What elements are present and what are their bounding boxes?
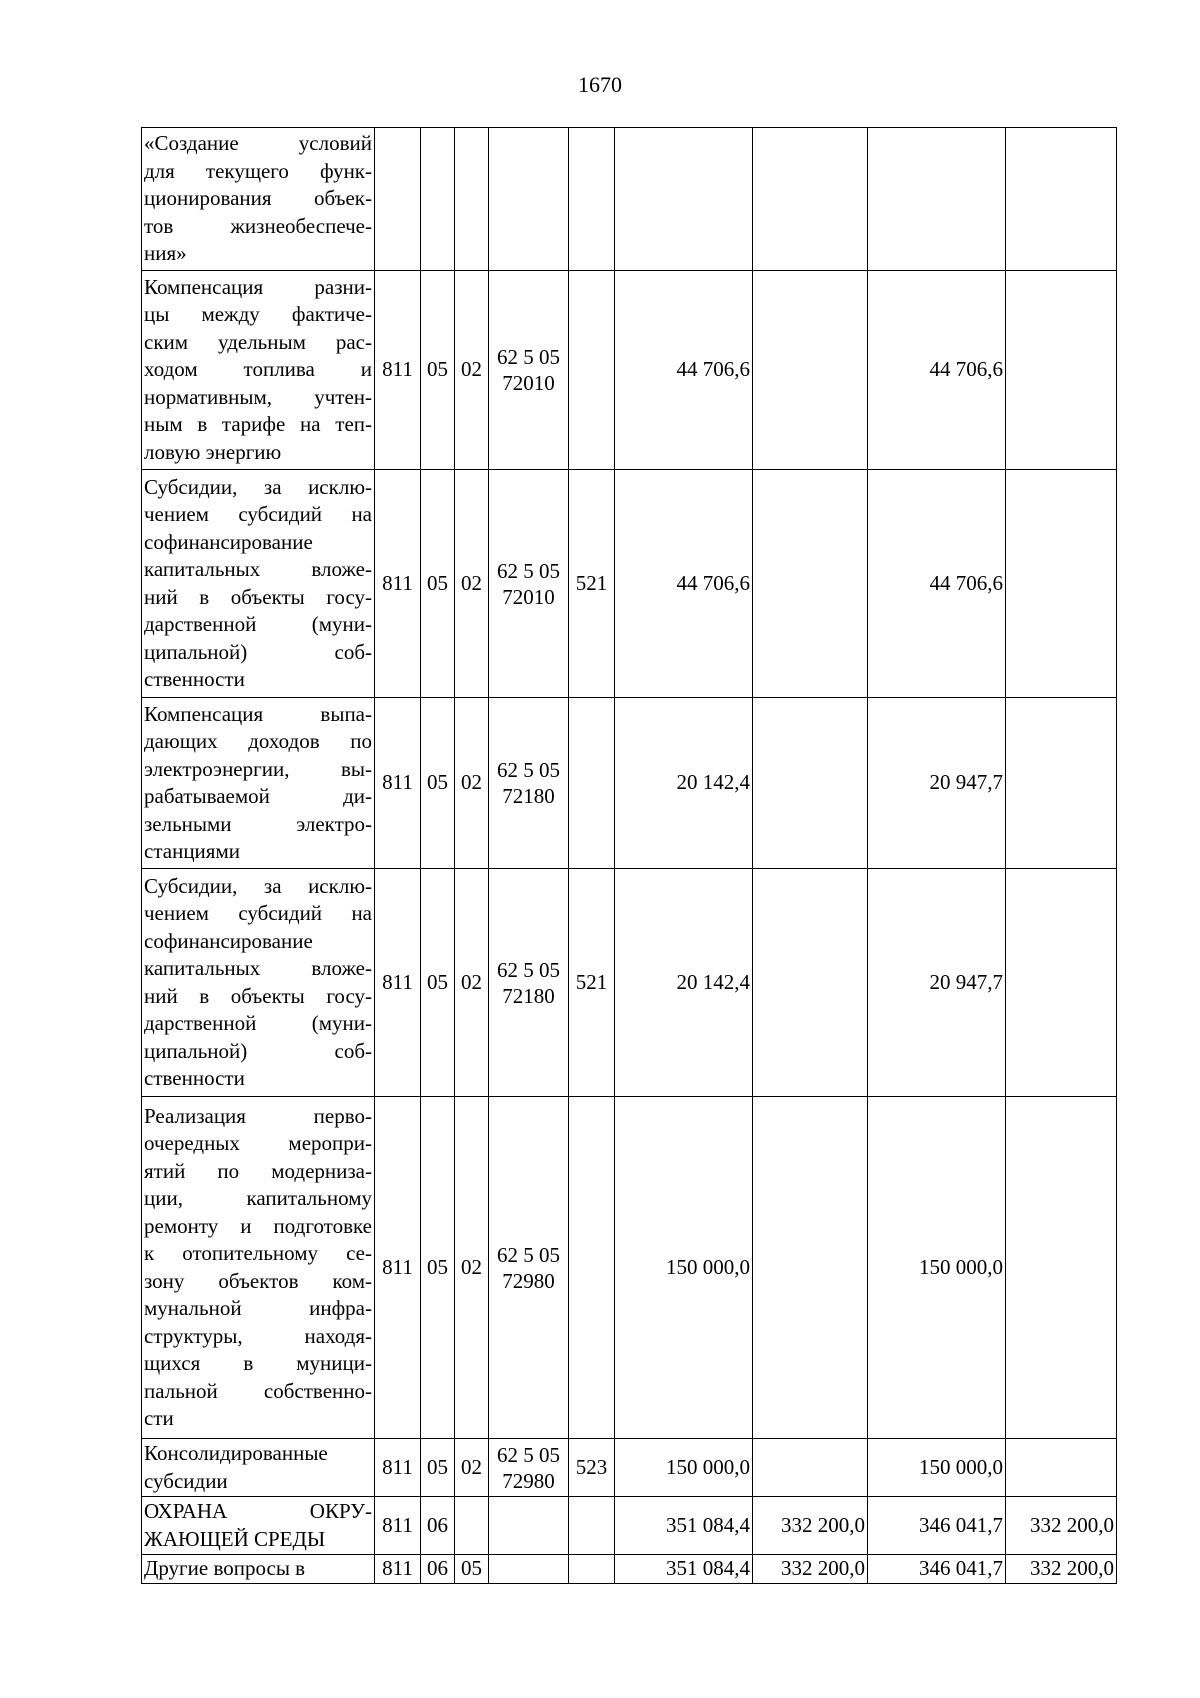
amount-year-1: 150 000,0 [615, 1439, 753, 1497]
row-name-line: ции, капитальному [144, 1186, 372, 1210]
section-code: 05 [421, 271, 455, 470]
amount-year-1: 150 000,0 [615, 1097, 753, 1439]
row-name-line: ОХРАНА ОКРУ- [144, 1499, 372, 1523]
row-name-line: ходом топлива и [144, 357, 372, 382]
target-article-code-part: 72180 [502, 983, 555, 1008]
amount-year-1-subsidy [753, 128, 868, 271]
table-row [142, 470, 1117, 698]
section-code: 05 [421, 1097, 455, 1439]
row-name [142, 869, 375, 1097]
row-name-line: Компенсация выпа- [144, 701, 372, 726]
table-row [142, 1439, 1117, 1497]
target-article-code [489, 271, 569, 470]
department-code: 811 [375, 1497, 421, 1555]
subsection-code [455, 1497, 489, 1555]
row-name-line: щихся в муници- [144, 1351, 372, 1375]
target-article-code [489, 470, 569, 698]
subsection-code: 02 [455, 470, 489, 698]
row-name-line: капитальных вложе- [144, 557, 372, 581]
row-name-line: ЖАЮЩЕЙ СРЕДЫ [144, 1526, 326, 1551]
amount-year-1-subsidy [753, 271, 868, 470]
row-name-line: нормативным, учтен- [144, 384, 372, 409]
target-article-code [489, 1097, 569, 1439]
table-row [142, 869, 1117, 1097]
expense-type-code [569, 128, 615, 271]
target-article-code-part: 72010 [502, 371, 555, 395]
row-name-line: для текущего функ- [144, 158, 372, 183]
row-name-line: ским удельным рас- [144, 329, 372, 354]
subsection-code: 05 [455, 1555, 489, 1584]
amount-year-2-subsidy [1006, 698, 1117, 869]
target-article-code-part: 62 5 05 [497, 1442, 560, 1467]
section-code: 06 [421, 1555, 455, 1584]
target-article-code-part: 62 5 05 [497, 957, 560, 982]
table-row [142, 1497, 1117, 1555]
section-code: 05 [421, 470, 455, 698]
amount-year-1-subsidy [753, 470, 868, 698]
row-name-line: чением субсидий на [144, 502, 372, 526]
row-name-line: очередных меропри- [144, 1131, 372, 1155]
subsection-code: 02 [455, 698, 489, 869]
row-name [142, 1097, 375, 1439]
amount-year-1-subsidy [753, 1097, 868, 1439]
row-name-line: мунальной инфра- [144, 1296, 372, 1320]
row-name-line: пальной собственно- [144, 1378, 372, 1403]
row-name-line: Другие вопросы в [144, 1556, 306, 1581]
amount-year-2: 346 041,7 [868, 1497, 1006, 1555]
amount-year-2 [868, 128, 1006, 271]
expense-type-code: 521 [569, 470, 615, 698]
target-article-code [489, 128, 569, 271]
row-name [142, 1555, 375, 1584]
row-name-line: Реализация перво- [144, 1103, 372, 1128]
row-name [142, 1439, 375, 1497]
amount-year-1: 351 084,4 [615, 1497, 753, 1555]
row-name-line: сти [144, 1406, 174, 1430]
expense-type-code: 521 [569, 869, 615, 1097]
subsection-code: 02 [455, 1439, 489, 1497]
amount-year-2-subsidy [1006, 1439, 1117, 1497]
department-code: 811 [375, 470, 421, 698]
row-name-line: ципальной) соб- [144, 639, 372, 664]
department-code: 811 [375, 271, 421, 470]
row-name-line: ственности [144, 1066, 245, 1090]
row-name-line: ятий по модерниза- [144, 1158, 372, 1183]
budget-table [141, 127, 1117, 1584]
amount-year-2-subsidy [1006, 271, 1117, 470]
target-article-code-part: 72980 [502, 1468, 555, 1493]
amount-year-1: 351 084,4 [615, 1555, 753, 1584]
page-number: 1670 [578, 72, 622, 97]
subsection-code: 02 [455, 271, 489, 470]
table-row [142, 1555, 1117, 1584]
amount-year-1-subsidy: 332 200,0 [753, 1497, 868, 1555]
row-name-line: ционирования объек- [144, 186, 372, 211]
row-name-line: субсидии [144, 1468, 228, 1493]
row-name-line: к отопительному се- [144, 1241, 372, 1265]
row-name-line: софинансирование [144, 529, 313, 554]
target-article-code [489, 1555, 569, 1584]
amount-year-1: 20 142,4 [615, 869, 753, 1097]
amount-year-2-subsidy [1006, 869, 1117, 1097]
row-name-line: электроэнергии, вы- [144, 756, 372, 781]
amount-year-2: 20 947,7 [868, 698, 1006, 869]
amount-year-2-subsidy [1006, 128, 1117, 271]
row-name [142, 470, 375, 698]
amount-year-2: 150 000,0 [868, 1439, 1006, 1497]
row-name-line: Субсидии, за исклю- [144, 873, 372, 898]
row-name-line: ловую энергию [144, 439, 282, 464]
row-name-line: цы между фактиче- [144, 302, 372, 327]
target-article-code-part: 72180 [502, 784, 555, 808]
section-code: 05 [421, 869, 455, 1097]
row-name-line: станциями [144, 839, 240, 863]
amount-year-2-subsidy [1006, 1097, 1117, 1439]
row-name-line: рабатываемой ди- [144, 784, 372, 808]
row-name-line: чением субсидий на [144, 901, 372, 925]
expense-type-code [569, 1497, 615, 1555]
target-article-code-part: 62 5 05 [497, 1242, 560, 1267]
row-name-line: дарственной (муни- [144, 612, 372, 636]
target-article-code [489, 698, 569, 869]
amount-year-2: 44 706,6 [868, 470, 1006, 698]
section-code [421, 128, 455, 271]
amount-year-2-subsidy: 332 200,0 [1006, 1555, 1117, 1584]
row-name-line: ным в тарифе на теп- [144, 412, 372, 437]
table-body [142, 128, 1117, 1584]
amount-year-2-subsidy [1006, 470, 1117, 698]
row-name-line: зону объектов ком- [144, 1268, 372, 1293]
row-name-line: «Создание условий [144, 131, 372, 156]
expense-type-code [569, 698, 615, 869]
subsection-code: 02 [455, 869, 489, 1097]
row-name-line: ний в объекты госу- [144, 983, 372, 1008]
subsection-code [455, 128, 489, 271]
table-row [142, 128, 1117, 271]
department-code: 811 [375, 869, 421, 1097]
row-name-line: ния» [144, 241, 187, 266]
expense-type-code [569, 1097, 615, 1439]
target-article-code [489, 869, 569, 1097]
target-article-code-part: 62 5 05 [497, 758, 560, 782]
amount-year-2-subsidy: 332 200,0 [1006, 1497, 1117, 1555]
section-code: 05 [421, 1439, 455, 1497]
row-name-line: дающих доходов по [144, 729, 372, 753]
amount-year-1: 44 706,6 [615, 470, 753, 698]
row-name-line: Компенсация разни- [144, 274, 372, 299]
department-code: 811 [375, 698, 421, 869]
amount-year-1-subsidy [753, 698, 868, 869]
department-code: 811 [375, 1439, 421, 1497]
row-name-line: ремонту и подготовке [144, 1213, 372, 1238]
amount-year-2: 150 000,0 [868, 1097, 1006, 1439]
row-name-line: тов жизнеобеспече- [144, 213, 372, 238]
row-name [142, 1497, 375, 1555]
table-row [142, 698, 1117, 869]
row-name [142, 128, 375, 271]
row-name-line: Консолидированные [144, 1441, 328, 1465]
row-name-line: Субсидии, за исклю- [144, 474, 372, 499]
amount-year-2: 44 706,6 [868, 271, 1006, 470]
row-name-line: капитальных вложе- [144, 956, 372, 980]
row-name [142, 271, 375, 470]
amount-year-2: 20 947,7 [868, 869, 1006, 1097]
row-name-line: дарственной (муни- [144, 1011, 372, 1035]
amount-year-1 [615, 128, 753, 271]
row-name-line: ний в объекты госу- [144, 584, 372, 609]
expense-type-code: 523 [569, 1439, 615, 1497]
row-name [142, 698, 375, 869]
amount-year-2: 346 041,7 [868, 1555, 1006, 1584]
target-article-code-part: 62 5 05 [497, 558, 560, 583]
expense-type-code [569, 271, 615, 470]
target-article-code-part: 72010 [502, 584, 555, 609]
amount-year-1-subsidy [753, 869, 868, 1097]
section-code: 05 [421, 698, 455, 869]
amount-year-1: 44 706,6 [615, 271, 753, 470]
row-name-line: ципальной) соб- [144, 1038, 372, 1063]
table-row [142, 1097, 1117, 1439]
target-article-code [489, 1497, 569, 1555]
department-code [375, 128, 421, 271]
amount-year-1-subsidy: 332 200,0 [753, 1555, 868, 1584]
subsection-code: 02 [455, 1097, 489, 1439]
row-name-line: структуры, находя- [144, 1323, 372, 1348]
target-article-code-part: 72980 [502, 1268, 555, 1293]
row-name-line: софинансирование [144, 928, 313, 953]
target-article-code [489, 1439, 569, 1497]
row-name-line: зельными электро- [144, 811, 372, 836]
amount-year-1: 20 142,4 [615, 698, 753, 869]
department-code: 811 [375, 1097, 421, 1439]
expense-type-code [569, 1555, 615, 1584]
row-name-line: ственности [144, 667, 245, 691]
department-code: 811 [375, 1555, 421, 1584]
section-code: 06 [421, 1497, 455, 1555]
table-row [142, 271, 1117, 470]
target-article-code-part: 62 5 05 [497, 345, 560, 369]
amount-year-1-subsidy [753, 1439, 868, 1497]
